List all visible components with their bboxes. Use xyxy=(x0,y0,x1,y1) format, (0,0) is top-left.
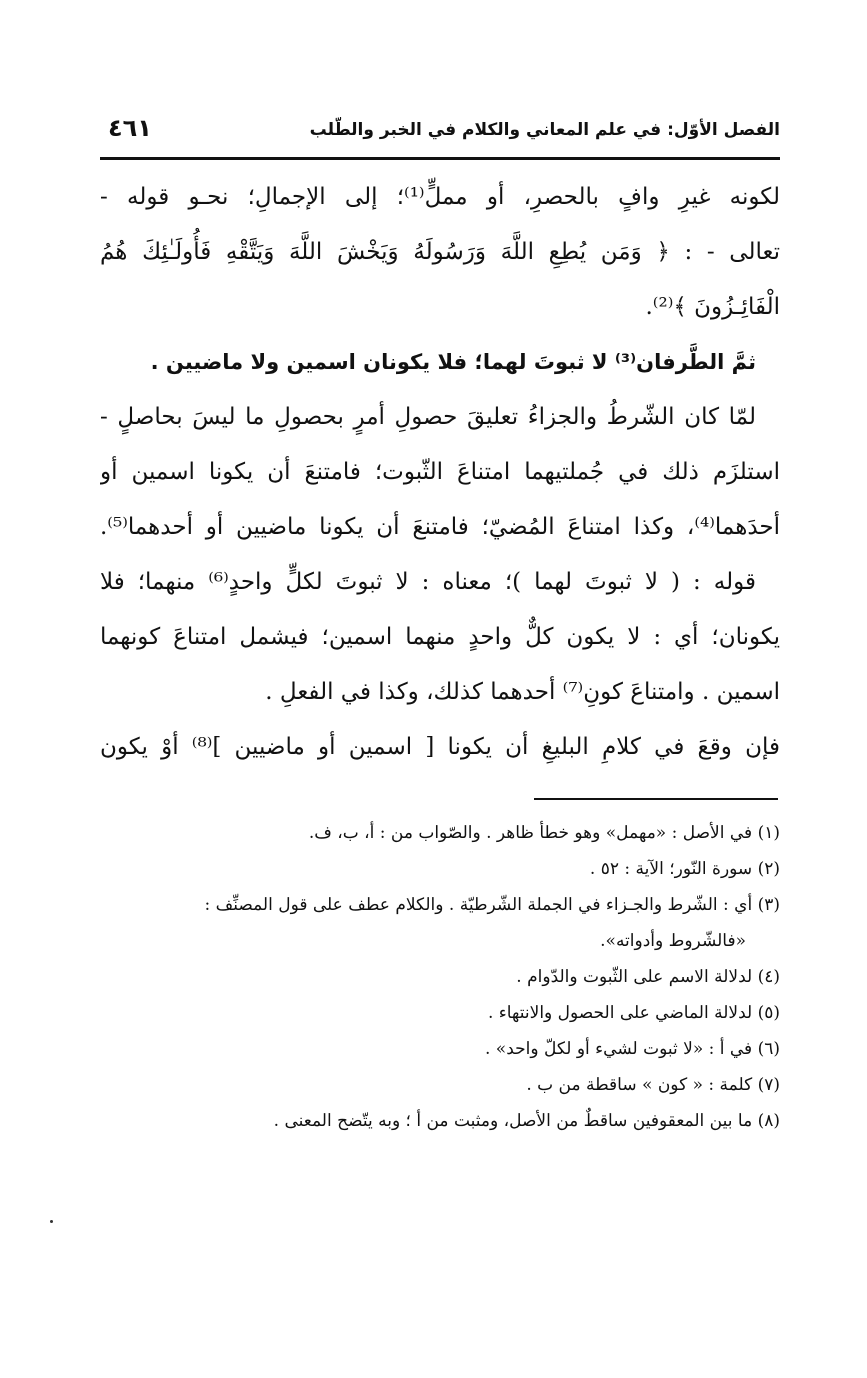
footnotes xyxy=(100,815,780,1139)
matn-heading: ثمَّ الطَّرفان⁽³⁾ لا ثبوتَ لهما؛ فلا يكونان اسمين ولا ماضيين . xyxy=(150,350,756,374)
text-line: اسمين . وامتناعَ كونِ⁽⁷⁾ أحدهما كذلك، وكذا في الفعلِ . xyxy=(265,679,780,705)
running-title: الفصل الأوّل: في علم المعاني والكلام في الخبر والطّلب xyxy=(309,120,780,140)
text-line: تعالى - : ﴿ وَمَن يُطِعِ اللَّهَ وَرَسُولَهُ وَيَخْشَ اللَّهَ وَيَتَّقْهِ فَأُولَـٰئِكَ هُمُ xyxy=(100,239,780,265)
footnote: (٧) كلمة : « كون » ساقطة من ب . xyxy=(526,1075,780,1095)
footnote-continuation: «فالشّروط وأدواته». xyxy=(600,931,746,951)
text-line: يكونان؛ أي : لا يكون كلٌّ واحدٍ منهما اسمين؛ فيشمل امتناعَ كونهما xyxy=(100,624,780,650)
text-line: لمّا كان الشّرطُ والجزاءُ تعليقَ حصولِ أمرٍ بحصولِ ما ليسَ بحاصلٍ - xyxy=(100,404,756,430)
footnote: (١) في الأصل : «مهمل» وهو خطأ ظاهر . والصّواب من : أ، ب، ف. xyxy=(308,823,780,843)
footnote: (٥) لدلالة الماضي على الحصول والانتهاء . xyxy=(487,1003,780,1023)
footnote: (٦) في أ : «لا ثبوت لشيء أو لكلّ واحد» . xyxy=(485,1039,780,1059)
footnote: (٨) ما بين المعقوفين ساقطٌ من الأصل، ومثبت من أ ؛ وبه يتّضح المعنى . xyxy=(273,1111,780,1131)
text-line: قوله : ( لا ثبوتَ لهما )؛ معناه : لا ثبوتَ لكلٍّ واحدٍ⁽⁶⁾ منهما؛ فلا xyxy=(100,569,756,595)
text-line: لكونه غيرِ وافٍ بالحصرِ، أو مملٍّ⁽¹⁾؛ إلى الإجمالِ؛ نحـو قوله - xyxy=(100,184,780,210)
footnote: (٣) أي : الشّرط والجـزاء في الجملة الشّرطيّة . والكلام عطف على قول المصنِّف : xyxy=(204,895,780,915)
footnote: (٤) لدلالة الاسم على الثّبوت والدّوام . xyxy=(516,967,780,987)
text-line: استلزَم ذلك في جُملتيهما امتناعَ الثّبوت؛ فامتنعَ أن يكونا اسمين أو xyxy=(100,459,780,485)
page-number: ٤٦١ xyxy=(108,114,152,142)
footnote-separator xyxy=(534,798,778,800)
text-line: الْفَائِـزُونَ ﴾⁽²⁾. xyxy=(645,294,780,320)
main-text xyxy=(100,170,780,775)
text-line: فإن وقعَ في كلامِ البليغِ أن يكونا [ اسمين أو ماضيين ]⁽⁸⁾ أوْ يكون xyxy=(100,734,780,760)
margin-speck xyxy=(50,1220,53,1223)
page-header xyxy=(100,112,780,156)
text-line: أحدَهما⁽⁴⁾، وكذا امتناعَ المُضيّ؛ فامتنعَ أن يكونا ماضيين أو أحدهما⁽⁵⁾. xyxy=(100,514,780,540)
header-rule xyxy=(100,157,780,160)
footnote: (٢) سورة النّور؛ الآية : ٥٢ . xyxy=(589,859,780,879)
